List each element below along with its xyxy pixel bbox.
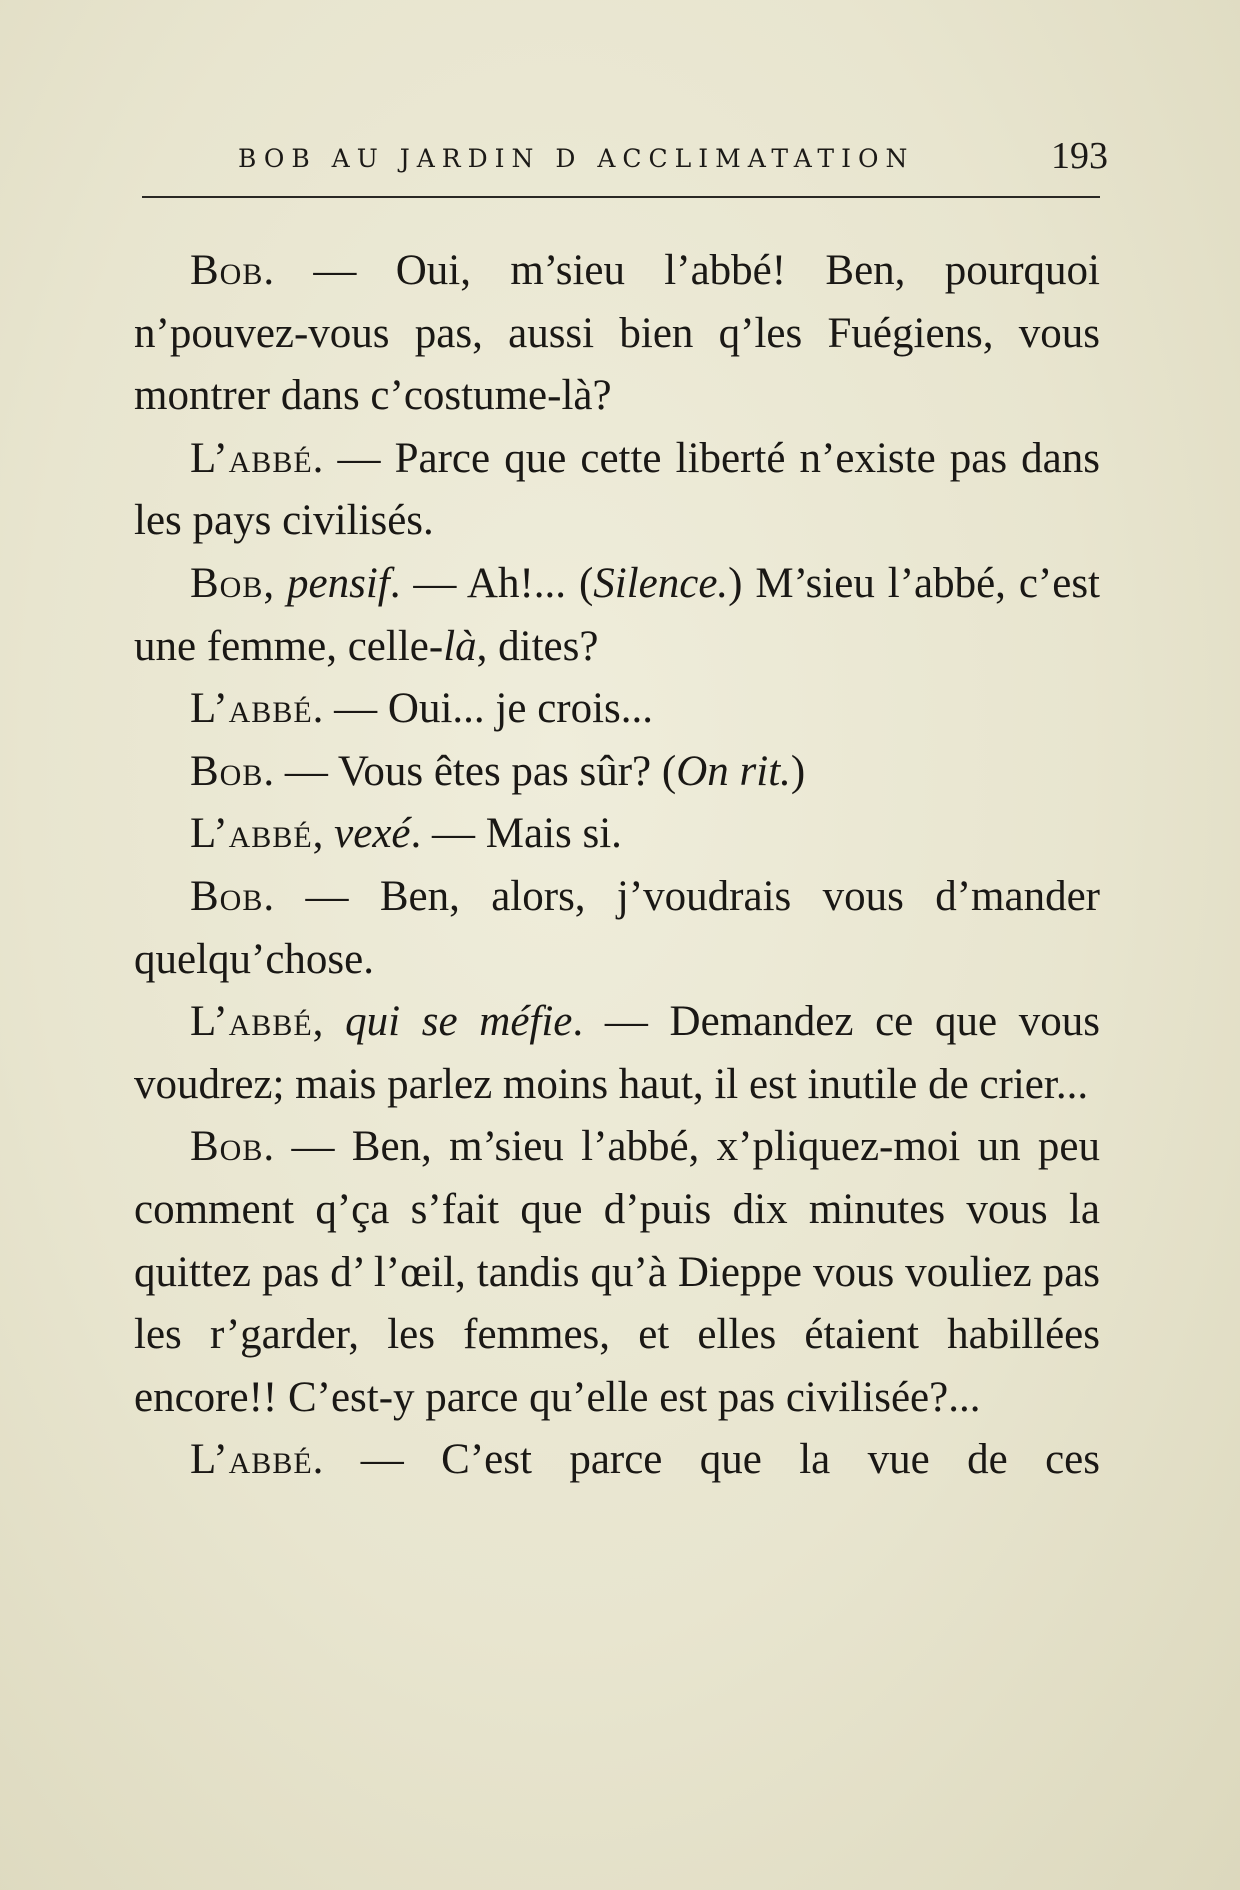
dialogue-text: . — Vous êtes pas sûr? (On rit.): [263, 747, 806, 795]
dialogue-text: . — C’est parce que la vue de ces: [312, 1436, 1100, 1484]
running-title: BOB AU JARDIN D ACCLIMATATION: [238, 144, 915, 173]
body-text: [134, 240, 1100, 1492]
speaker-name: Bob: [190, 559, 264, 607]
paragraph: [134, 866, 1100, 991]
dialogue-text: . — Parce que cette liberté n’existe pas dans les pays civilisés.: [134, 434, 1100, 545]
speaker-name: Bob: [190, 872, 264, 920]
speaker-name: L’abbé: [190, 434, 313, 482]
paragraph: [134, 1429, 1100, 1492]
paragraph: [134, 240, 1100, 428]
dialogue-text: . — Demandez ce que vous voudrez; mais parlez moins haut, il est inutile de crier...: [134, 998, 1100, 1108]
paragraph: Bob, pensif. — Ah!... (Silence.) M’sieu l’abbé, c’est une femme, celle-là, dites?: [134, 559, 1101, 670]
speaker-name: Bob: [190, 247, 264, 294]
stage-direction: vexé: [334, 810, 411, 858]
dialogue-text: . — Oui... je crois...: [312, 685, 654, 733]
stage-direction: qui se méfie: [345, 998, 573, 1046]
paragraph: [134, 678, 1100, 741]
header-rule: [142, 196, 1100, 198]
speaker-name: L’abbé: [190, 685, 313, 733]
speaker-name: Bob: [190, 747, 264, 795]
paragraph: [134, 1116, 1100, 1429]
dialogue-text: . — Ah!... (Silence.) M’sieu l’abbé, c’est une femme, celle-là, dites?: [134, 559, 1101, 670]
dialogue-text: . — Oui, m’sieu l’abbé! Ben, pourquoi n’pouvez-vous pas, aussi bien q’les Fuégiens, vous montrer dans c’costume-là?: [134, 247, 1100, 420]
dialogue-text: . — Mais si.: [410, 810, 622, 858]
speaker-name: L’abbé: [190, 810, 313, 858]
page-number: 193: [1051, 135, 1108, 177]
paragraph: [134, 428, 1100, 553]
stage-direction: pensif: [287, 559, 390, 607]
speaker-name: L’abbé: [190, 998, 313, 1046]
speaker-name: L’abbé: [190, 1436, 313, 1484]
dialogue-text: . — Ben, m’sieu l’abbé, x’pliquez-moi un peu comment q’ça s’fait que d’puis dix minutes vous la quittez pas d’ l’œil, tandis qu’à Dieppe vous vouliez pas les r’garder, les femmes, et elles étaient habillées encore!! C’est-y parce qu’elle est pas civilisée?...: [134, 1123, 1100, 1421]
dialogue-text: . — Ben, alors, j’voudrais vous d’mander quelqu’chose.: [134, 872, 1100, 983]
paragraph: L’abbé, qui se méfie. — Demandez ce que vous voudrez; mais parlez moins haut, il est inutile de crier...: [134, 998, 1100, 1108]
paragraph: L’abbé, vexé. — Mais si.: [190, 810, 622, 858]
page-header: [238, 135, 1108, 180]
speaker-name: Bob: [190, 1123, 264, 1171]
paragraph: [134, 741, 1100, 804]
